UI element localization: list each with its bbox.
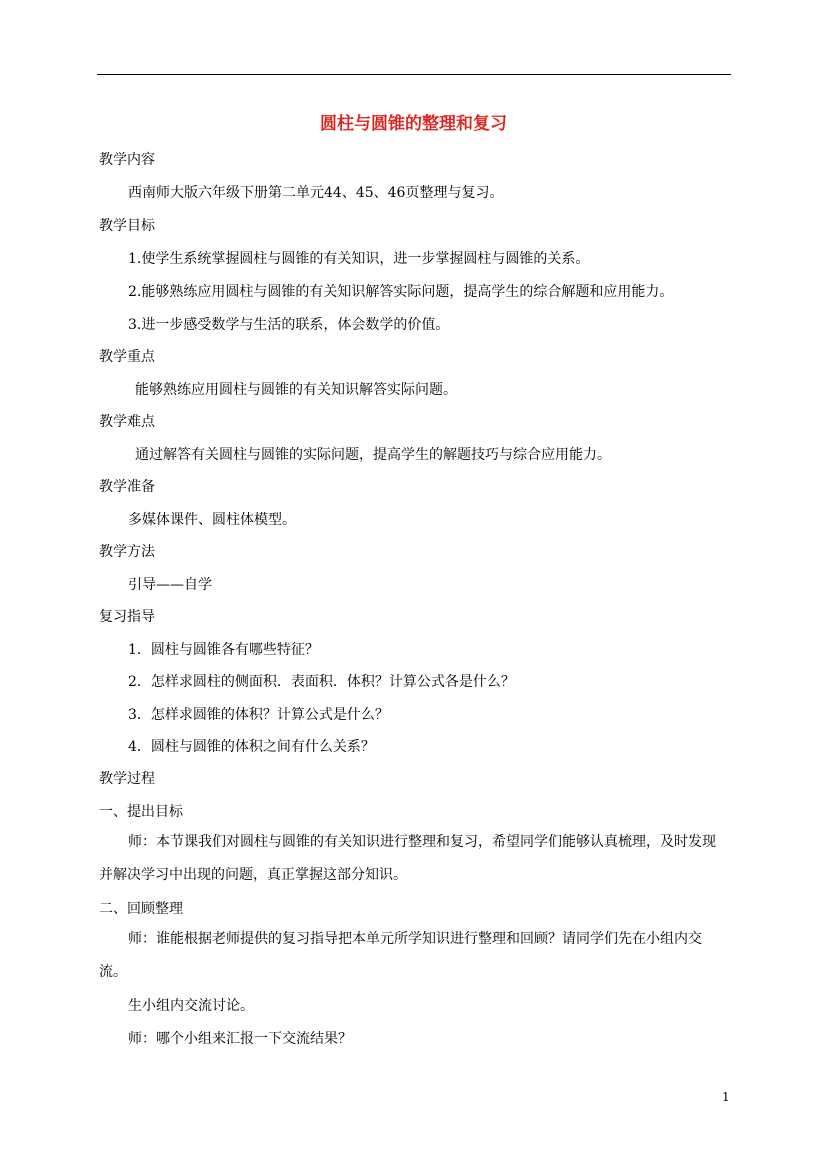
content-text: 西南师大版六年级下册第二单元44、45、46页整理与复习。	[128, 185, 504, 201]
section-heading-key-points: 教学重点	[99, 349, 155, 365]
section-heading-method: 教学方法	[99, 544, 155, 560]
method-text: 引导——自学	[128, 577, 212, 593]
step-1-heading: 一、提出目标	[99, 804, 183, 820]
difficulties-text: 通过解答有关圆柱与圆锥的实际问题，提高学生的解题技巧与综合应用能力。	[135, 447, 611, 463]
section-heading-process: 教学过程	[99, 771, 155, 787]
header-rule	[97, 74, 731, 75]
step-2-heading: 二、回顾整理	[99, 901, 183, 917]
review-guide-item-2: 2．怎样求圆柱的侧面积．表面积．体积？计算公式各是什么？	[128, 674, 515, 690]
review-guide-item-3: 3．怎样求圆锥的体积？计算公式是什么？	[128, 707, 389, 723]
section-heading-preparation: 教学准备	[99, 479, 155, 495]
page-number: 1	[722, 1090, 730, 1104]
goal-item-1: 1.使学生系统掌握圆柱与圆锥的有关知识，进一步掌握圆柱与圆锥的关系。	[128, 251, 590, 267]
goal-item-2: 2.能够熟练应用圆柱与圆锥的有关知识解答实际问题，提高学生的综合解题和应用能力。	[128, 284, 674, 300]
step-2-line-3: 师：哪个小组来汇报一下交流结果？	[128, 1031, 352, 1047]
goal-item-3: 3.进一步感受数学与生活的联系，体会数学的价值。	[128, 317, 450, 333]
section-heading-content: 教学内容	[99, 152, 155, 168]
section-heading-goals: 教学目标	[99, 218, 155, 234]
step-2-paragraph: 师：谁能根据老师提供的复习指导把本单元所学知识进行整理和回顾？请同学们先在小组内交流。	[99, 931, 702, 980]
document-title: 圆柱与圆锥的整理和复习	[320, 114, 507, 134]
review-guide-item-1: 1．圆柱与圆锥各有哪些特征？	[128, 642, 319, 658]
preparation-text: 多媒体课件、圆柱体模型。	[128, 512, 296, 528]
step-1-paragraph: 师：本节课我们对圆柱与圆锥的有关知识进行整理和复习，希望同学们能够认真梳理，及时发现并解决学习中出现的问题，真正掌握这部分知识。	[99, 834, 716, 883]
section-heading-difficulties: 教学难点	[99, 414, 155, 430]
step-2-line-2: 生小组内交流讨论。	[128, 998, 254, 1014]
key-points-text: 能够熟练应用圆柱与圆锥的有关知识解答实际问题。	[135, 382, 457, 398]
review-guide-item-4: 4．圆柱与圆锥的体积之间有什么关系？	[128, 739, 375, 755]
section-heading-review-guide: 复习指导	[99, 609, 155, 625]
